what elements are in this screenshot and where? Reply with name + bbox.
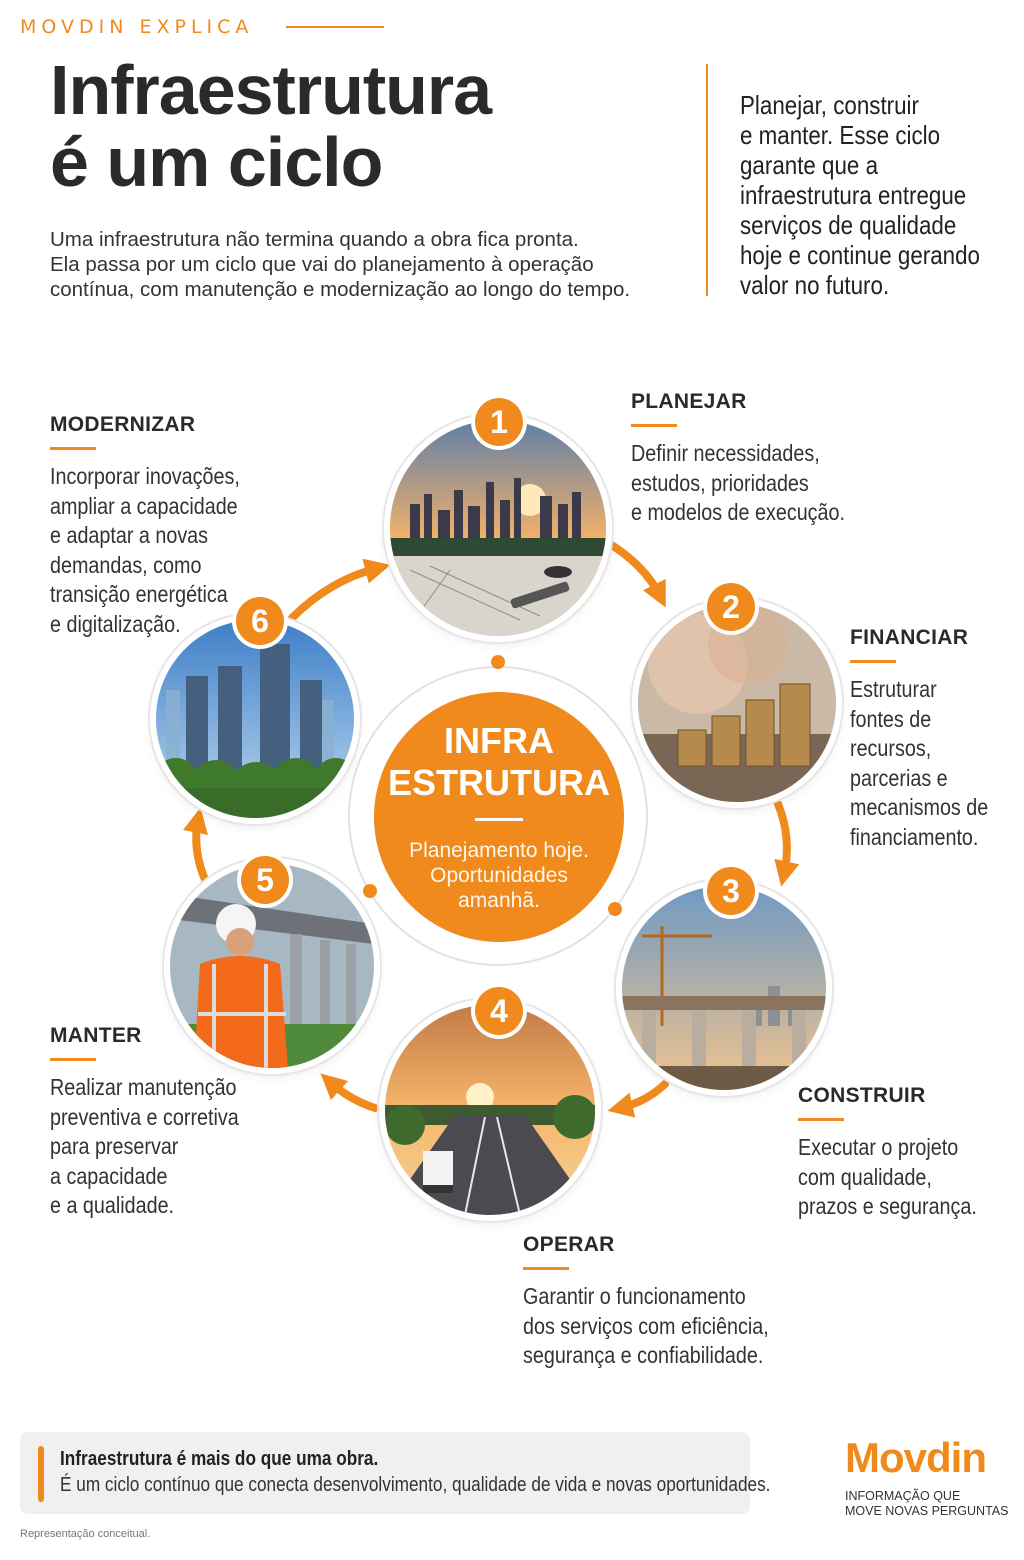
step-title: MODERNIZAR: [50, 413, 196, 436]
photo-construir: [622, 886, 826, 1090]
photo-financiar: [638, 604, 836, 802]
arrow-3-to-4: [620, 1084, 665, 1108]
tagline-line: INFORMAÇÃO QUE: [845, 1489, 961, 1503]
quote-line: valor no futuro.: [740, 270, 890, 300]
arrow-1-to-2: [610, 544, 660, 596]
step-description: [631, 439, 845, 528]
photo-modernizar: [156, 620, 354, 818]
desc-line: estudos, prioridades: [631, 469, 809, 496]
lead-line-2: Ela passa por um ciclo que vai do planejamento à operação: [50, 253, 594, 276]
desc-line: transição energética: [50, 581, 228, 607]
hub-sub-line: Oportunidades: [430, 864, 568, 887]
brand-logo: Movdin: [845, 1434, 986, 1481]
desc-line: parcerias e: [850, 764, 948, 791]
lead-line-1: Uma infraestrutura não termina quando a obra fica pronta.: [50, 228, 579, 251]
hub-subtitle: [384, 838, 614, 913]
step-title: CONSTRUIR: [798, 1084, 926, 1107]
brand-tagline: [845, 1489, 1008, 1519]
desc-line: e modelos de execução.: [631, 499, 845, 525]
quote-line: e manter. Esse ciclo: [740, 120, 941, 150]
footer-accent-bar: [38, 1446, 44, 1502]
hub-divider: [475, 818, 523, 821]
step-badge-2: 2: [707, 583, 755, 631]
step-title: OPERAR: [523, 1233, 615, 1256]
step-title: FINANCIAR: [850, 626, 969, 649]
page-title: [50, 51, 492, 201]
quote-line: serviços de qualidade: [740, 210, 957, 240]
step-description: [798, 1133, 977, 1222]
title-line-2: é um ciclo: [50, 123, 383, 201]
ring-dot: [491, 655, 505, 669]
pull-quote: [740, 90, 998, 300]
step-construir: [798, 1084, 1011, 1222]
desc-line: e adaptar a novas: [50, 522, 209, 548]
step-badge-4: 4: [475, 987, 523, 1035]
ring-dot: [363, 884, 377, 898]
step-underline: [50, 447, 96, 450]
step-badge-3: 3: [707, 867, 755, 915]
desc-line: e digitalização.: [50, 610, 181, 637]
desc-line: Estruturar: [850, 676, 937, 702]
desc-line: a capacidade: [50, 1162, 168, 1189]
step-financiar: [850, 626, 1015, 852]
step-badge-6: 6: [236, 597, 284, 645]
arrow-2-to-3: [778, 804, 787, 874]
step-title: MANTER: [50, 1024, 142, 1047]
desc-line: preventiva e corretiva: [50, 1103, 239, 1130]
photo-operar: [385, 1005, 595, 1215]
arrow-5-to-6: [196, 820, 206, 882]
footer-text: É um ciclo contínuo que conecta desenvolvimento, qualidade de vida e novas oportunidades.: [60, 1474, 771, 1496]
step-underline: [50, 1058, 96, 1061]
step-underline: [631, 424, 677, 427]
hub-title-line-2: ESTRUTURA: [388, 762, 610, 803]
photo-planejar: [390, 420, 606, 636]
step-description: [50, 462, 240, 639]
step-description: [850, 675, 988, 852]
step-description: [523, 1282, 769, 1371]
desc-line: financiamento.: [850, 823, 979, 850]
desc-line: e a qualidade.: [50, 1192, 175, 1218]
arrow-6-to-1: [292, 568, 378, 618]
quote-line: garante que a: [740, 150, 879, 180]
step-operar: [523, 1233, 816, 1371]
desc-line: demandas, como: [50, 551, 202, 578]
step-underline: [850, 660, 896, 663]
footer-callout: [20, 1432, 750, 1514]
title-line-1: Infraestrutura: [50, 51, 492, 129]
kicker-divider: [286, 26, 384, 28]
desc-line: segurança e confiabilidade.: [523, 1342, 764, 1368]
desc-line: com qualidade,: [798, 1163, 932, 1190]
footer-headline: Infraestrutura é mais do que uma obra.: [60, 1448, 379, 1470]
hub-sub-line: amanhã.: [458, 889, 540, 912]
desc-line: dos serviços com eficiência,: [523, 1312, 769, 1339]
step-badge-5: 5: [241, 856, 289, 904]
tagline-line: MOVE NOVAS PERGUNTAS: [845, 1504, 1009, 1518]
step-planejar: [631, 390, 886, 528]
step-underline: [523, 1267, 569, 1270]
desc-line: Realizar manutenção: [50, 1074, 237, 1100]
desc-line: Garantir o funcionamento: [523, 1283, 746, 1309]
quote-line: hoje e continue gerando: [740, 240, 980, 270]
desc-line: Definir necessidades,: [631, 440, 820, 466]
step-badge-1: 1: [475, 398, 523, 446]
hub-sub-line: Planejamento hoje.: [409, 839, 589, 862]
step-underline: [798, 1118, 844, 1121]
kicker: MOVDIN EXPLICA: [20, 16, 254, 38]
lead-paragraph: [50, 227, 700, 302]
desc-line: mecanismos de: [850, 794, 989, 820]
desc-line: recursos,: [850, 735, 932, 761]
quote-line: Planejar, construir: [740, 90, 919, 120]
center-hub: [374, 692, 624, 942]
desc-line: Executar o projeto: [798, 1134, 959, 1160]
desc-line: prazos e segurança.: [798, 1193, 977, 1219]
step-modernizar: [50, 413, 276, 639]
step-description: [50, 1073, 239, 1221]
arrow-4-to-5: [330, 1082, 375, 1108]
step-manter: [50, 1024, 275, 1221]
desc-line: fontes de: [850, 705, 932, 732]
footnote: Representação conceitual.: [20, 1528, 151, 1540]
quote-line: infraestrutura entregue: [740, 180, 967, 210]
desc-line: Incorporar inovações,: [50, 463, 240, 489]
hub-title-line-1: INFRA: [444, 720, 554, 761]
step-title: PLANEJAR: [631, 390, 747, 413]
desc-line: ampliar a capacidade: [50, 492, 238, 519]
lead-line-3: contínua, com manutenção e modernização ao longo do tempo.: [50, 278, 631, 301]
quote-divider: [706, 64, 708, 296]
desc-line: para preservar: [50, 1133, 179, 1159]
